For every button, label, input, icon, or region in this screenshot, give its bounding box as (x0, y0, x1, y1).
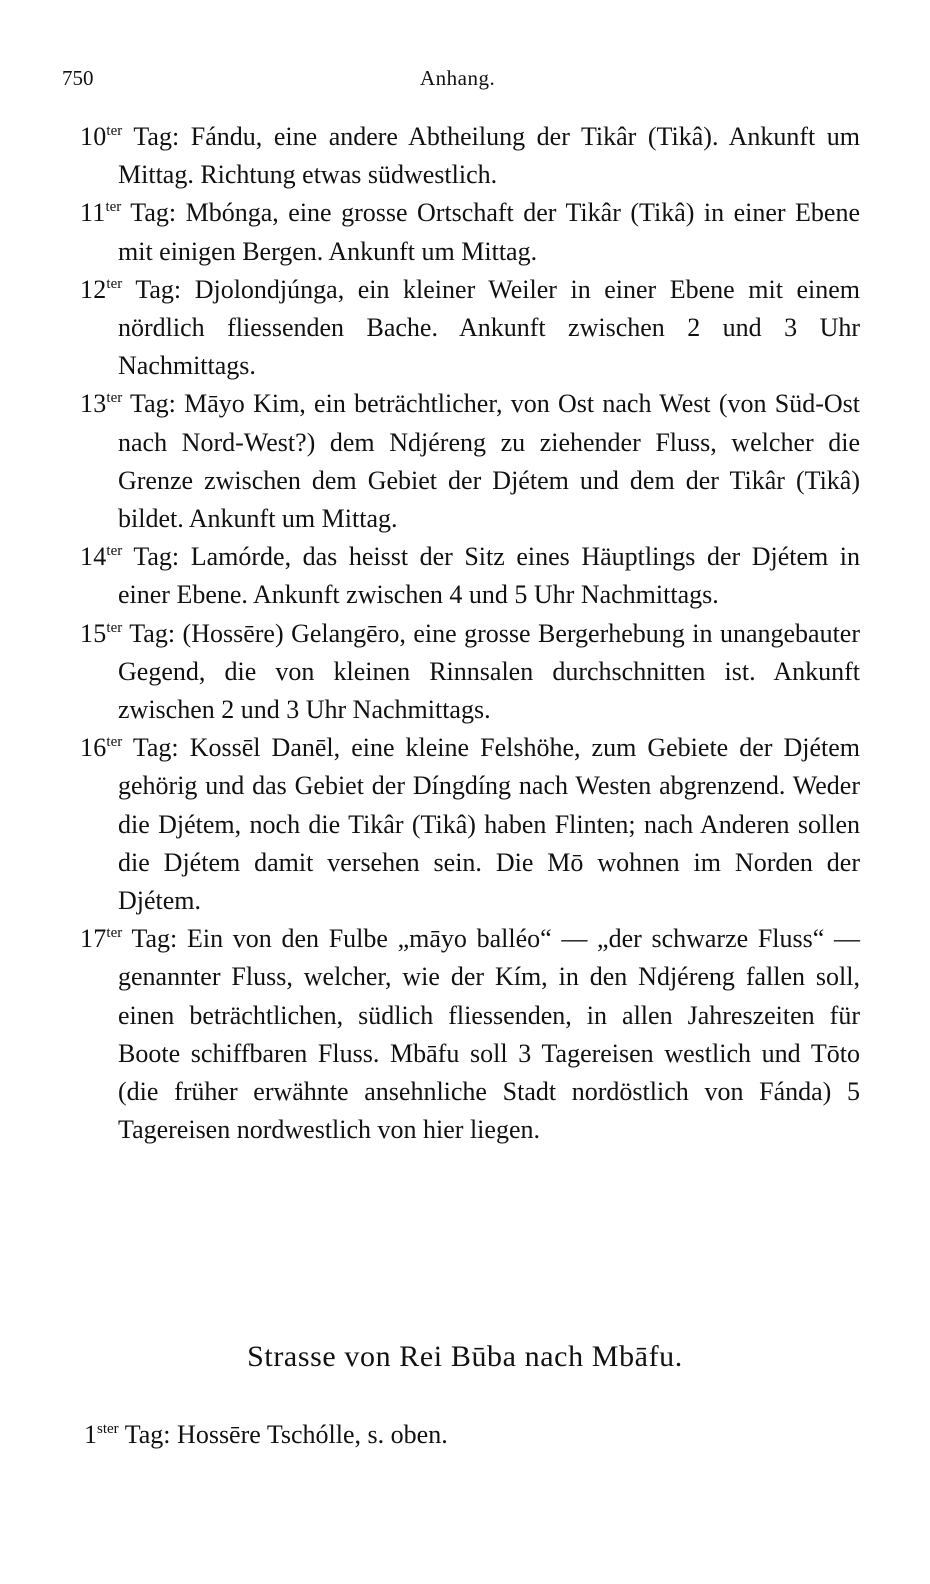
day-description: Hossēre Tschólle, s. oben. (177, 1420, 448, 1449)
section-heading: Strasse von Rei Būba nach Mbāfu. (247, 1340, 683, 1373)
day-label: Tag: (129, 618, 176, 648)
page-number: 750 (62, 66, 94, 90)
day-number: 14 (80, 542, 107, 572)
day-entry (84, 1416, 864, 1454)
day-number: 10 (80, 122, 107, 151)
day-number: 15 (80, 618, 107, 648)
day-number: 17 (80, 924, 107, 954)
day-label: Tag: (130, 198, 177, 228)
day-description: (Hossēre) Gelangēro, eine grosse Bergerhebung in unangebauter Gegend, die von kleinen Rinnsalen durchschnitten ist. Ankunft zwischen 2 und 3 Uhr Nachmittags. (118, 618, 860, 725)
day-entry (80, 194, 860, 270)
day-entry (80, 615, 860, 730)
day-entry (80, 920, 860, 1149)
day-label: Tag: (132, 733, 179, 763)
ordinal-suffix: ter (106, 543, 123, 560)
day-label: Tag: (135, 274, 182, 304)
day-description: Kossēl Danēl, eine kleine Felshöhe, zum Gebiete der Djétem gehörig und das Gebiet der Díngdíng nach Westen abgrenzend. Weder die Djétem, noch die Tikâr (Tikâ) haben Flinten; nach Anderen sollen die Djétem damit versehen sein. Die Mō wohnen im Norden der Djétem. (118, 733, 861, 916)
day-description: Fándu, eine andere Abtheilung der Tikâr (Tikâ). Ankunft um Mittag. Richtung etwas südwestlich. (118, 122, 861, 190)
day-number: 1 (84, 1420, 97, 1449)
running-head (62, 66, 862, 96)
day-number: 12 (80, 274, 107, 304)
day-label: Tag: (130, 389, 176, 419)
day-description: Lamórde, das heisst der Sitz eines Häuptlings der Djétem in einer Ebene. Ankunft zwischen 4 und 5 Uhr Nachmittags. (118, 542, 861, 610)
day-description: Ein von den Fulbe „māyo balléo“ — „der schwarze Fluss“ — genannter Fluss, welcher, wie der Kím, in den Ndjéreng fallen soll, einen beträchtlichen, südlich fliessenden, in allen Jahreszeiten für Boote schiffbaren Fluss. Mbāfu soll 3 Tagereisen westlich und Tōto (die früher erwähnte ansehnliche Stadt nordöstlich von Fánda) 5 Tagereisen nordwestlich von hier liegen. (118, 924, 860, 1145)
day-label: Tag: (131, 924, 178, 954)
day-label: Tag: (133, 122, 180, 151)
day-description: Mbónga, eine grosse Ortschaft der Tikâr (Tikâ) in einer Ebene mit einigen Bergen. Ankunft um Mittag. (118, 198, 861, 266)
ordinal-suffix: ter (105, 199, 122, 216)
day-entry (80, 271, 860, 386)
ordinal-suffix: ter (106, 275, 123, 292)
day-description: Māyo Kim, ein beträchtlicher, von Ost nach West (von Süd-Ost nach Nord-West?) dem Ndjéreng zu ziehender Fluss, welcher die Grenze zwischen dem Gebiet der Djétem und dem der Tikâr (Tikâ) bildet. Ankunft um Mittag. (118, 389, 860, 534)
day-number: 11 (80, 198, 106, 228)
ordinal-suffix: ter (106, 734, 123, 751)
ordinal-suffix: ter (106, 925, 123, 942)
ordinal-suffix: ter (106, 123, 123, 139)
ordinal-suffix: ster (97, 1421, 119, 1437)
day-label: Tag: (133, 542, 180, 572)
ordinal-suffix: ter (106, 619, 123, 636)
day-entry (80, 385, 860, 538)
day-description: Djolondjúnga, ein kleiner Weiler in einer Ebene mit einem nördlich fliessenden Bache. Ankunft zwischen 2 und 3 Uhr Nachmittags. (118, 274, 860, 381)
itinerary-text (80, 118, 860, 1149)
day-entry (80, 729, 860, 920)
day-label: Tag: (124, 1420, 171, 1449)
ordinal-suffix: ter (106, 390, 123, 407)
day-entry (80, 118, 860, 194)
running-title: Anhang. (420, 66, 496, 90)
day-number: 16 (80, 733, 107, 763)
day-number: 13 (80, 389, 107, 419)
day-entry (80, 538, 860, 614)
